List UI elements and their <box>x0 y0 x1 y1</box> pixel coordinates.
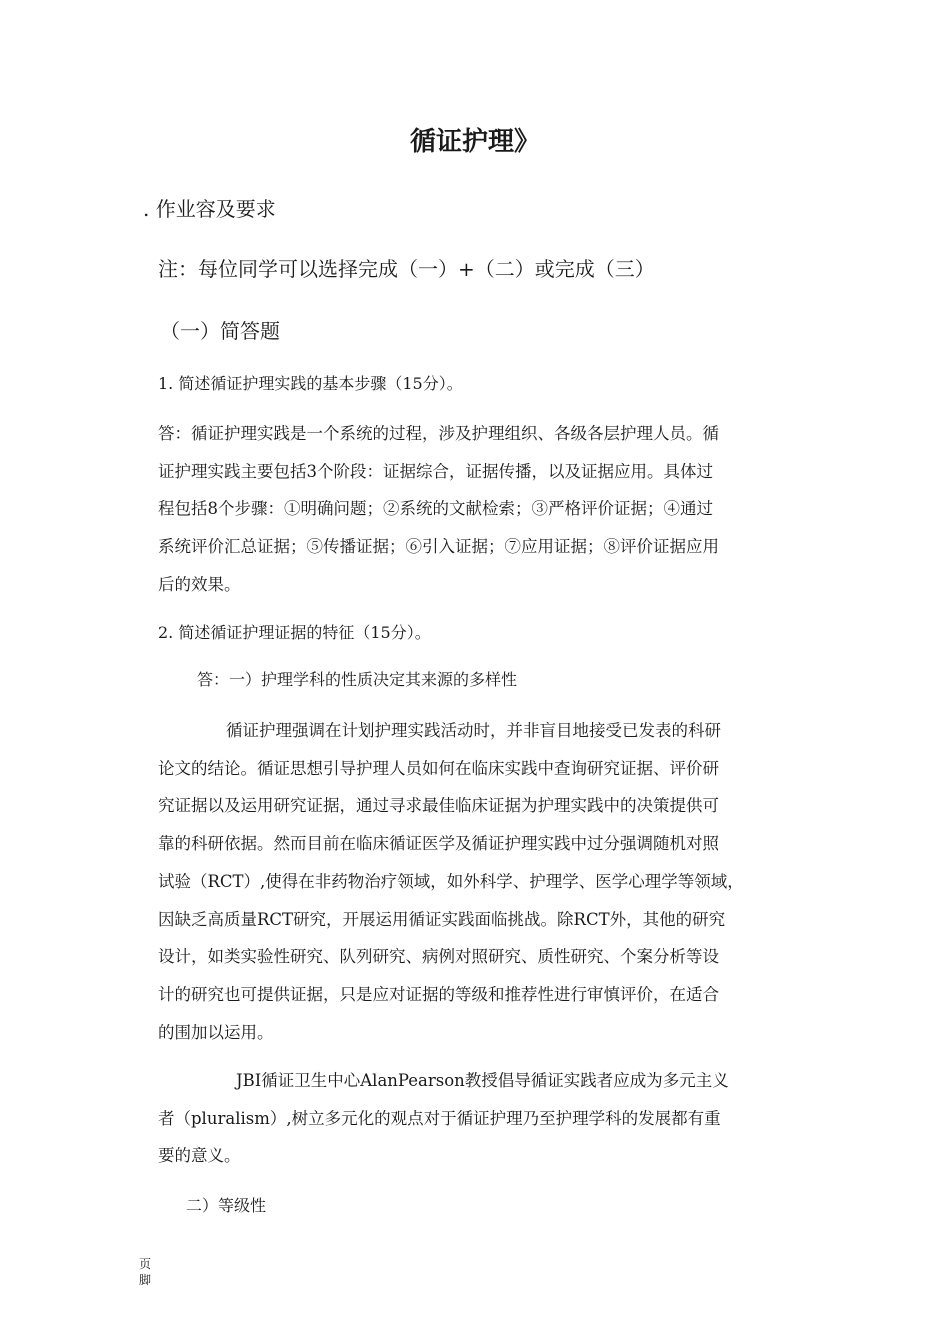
answer-2-line: 设计，如类实验性研究、队列研究、病例对照研究、质性研究、个案分析等设 <box>158 947 719 967</box>
answer-1-line: 系统评价汇总证据；⑤传播证据；⑥引入证据；⑦应用证据；⑧评价证据应用 <box>158 537 719 557</box>
answer-2-line: 论文的结论。循证思想引导护理人员如何在临床实践中查询研究证据、评价研 <box>158 758 719 778</box>
document-title: 循证护理》 <box>409 127 540 157</box>
answer-2-subheading-2: 二）等级性 <box>186 1196 267 1215</box>
answer-1-line: 程包括8个步骤：①明确问题；②系统的文献检索；③严格评价证据；④通过 <box>158 499 713 519</box>
question-1: 1. 简述循证护理实践的基本步骤（15分）。 <box>158 374 463 393</box>
page-footer: 页脚 <box>139 1257 152 1287</box>
answer-2-line: 试验（RCT）,使得在非药物治疗领域，如外科学、护理学、医学心理学等领域， <box>158 871 744 891</box>
answer-2-line: 循证护理强调在计划护理实践活动时，并非盲目地接受已发表的科研 <box>226 721 721 740</box>
section-heading: . 作业容及要求 <box>143 197 276 221</box>
answer-2-line: 的围加以运用。 <box>158 1022 274 1042</box>
question-2: 2. 简述循证护理证据的特征（15分）。 <box>158 623 431 642</box>
answer-1-line: 答：循证护理实践是一个系统的过程，涉及护理组织、各级各层护理人员。循 <box>158 424 719 443</box>
answer-2-line: 者（pluralism）,树立多元化的观点对于循证护理乃至护理学科的发展都有重 <box>158 1108 721 1128</box>
answer-2-paragraph-1 <box>158 712 744 1051</box>
answer-2-heading: 答：一）护理学科的性质决定其来源的多样性 <box>197 670 518 689</box>
answer-1-line: 后的效果。 <box>158 574 241 594</box>
answer-1-paragraph <box>158 415 719 604</box>
answer-2-paragraph-2 <box>158 1062 729 1175</box>
answer-1-line: 证护理实践主要包括3个阶段：证据综合，证据传播，以及证据应用。具体过 <box>158 461 713 481</box>
answer-2-line: JBI循证卫生中心AlanPearson教授倡导循证实践者应成为多元主义 <box>236 1071 729 1090</box>
answer-2-line: 因缺乏高质量RCT研究，开展运用循证实践面临挑战。除RCT外，其他的研究 <box>158 909 726 929</box>
subsection-heading: （一）简答题 <box>160 319 280 343</box>
answer-2-line: 要的意义。 <box>158 1146 241 1166</box>
answer-2-line: 究证据以及运用研究证据，通过寻求最佳临床证据为护理实践中的决策提供可 <box>158 796 719 816</box>
answer-2-line: 计的研究也可提供证据，只是应对证据的等级和推荐性进行审慎评价，在适合 <box>158 984 719 1004</box>
answer-2-line: 靠的科研依据。然而目前在临床循证医学及循证护理实践中过分强调随机对照 <box>158 834 719 854</box>
assignment-note: 注：每位同学可以选择完成（一）+（二）或完成（三） <box>158 257 655 281</box>
